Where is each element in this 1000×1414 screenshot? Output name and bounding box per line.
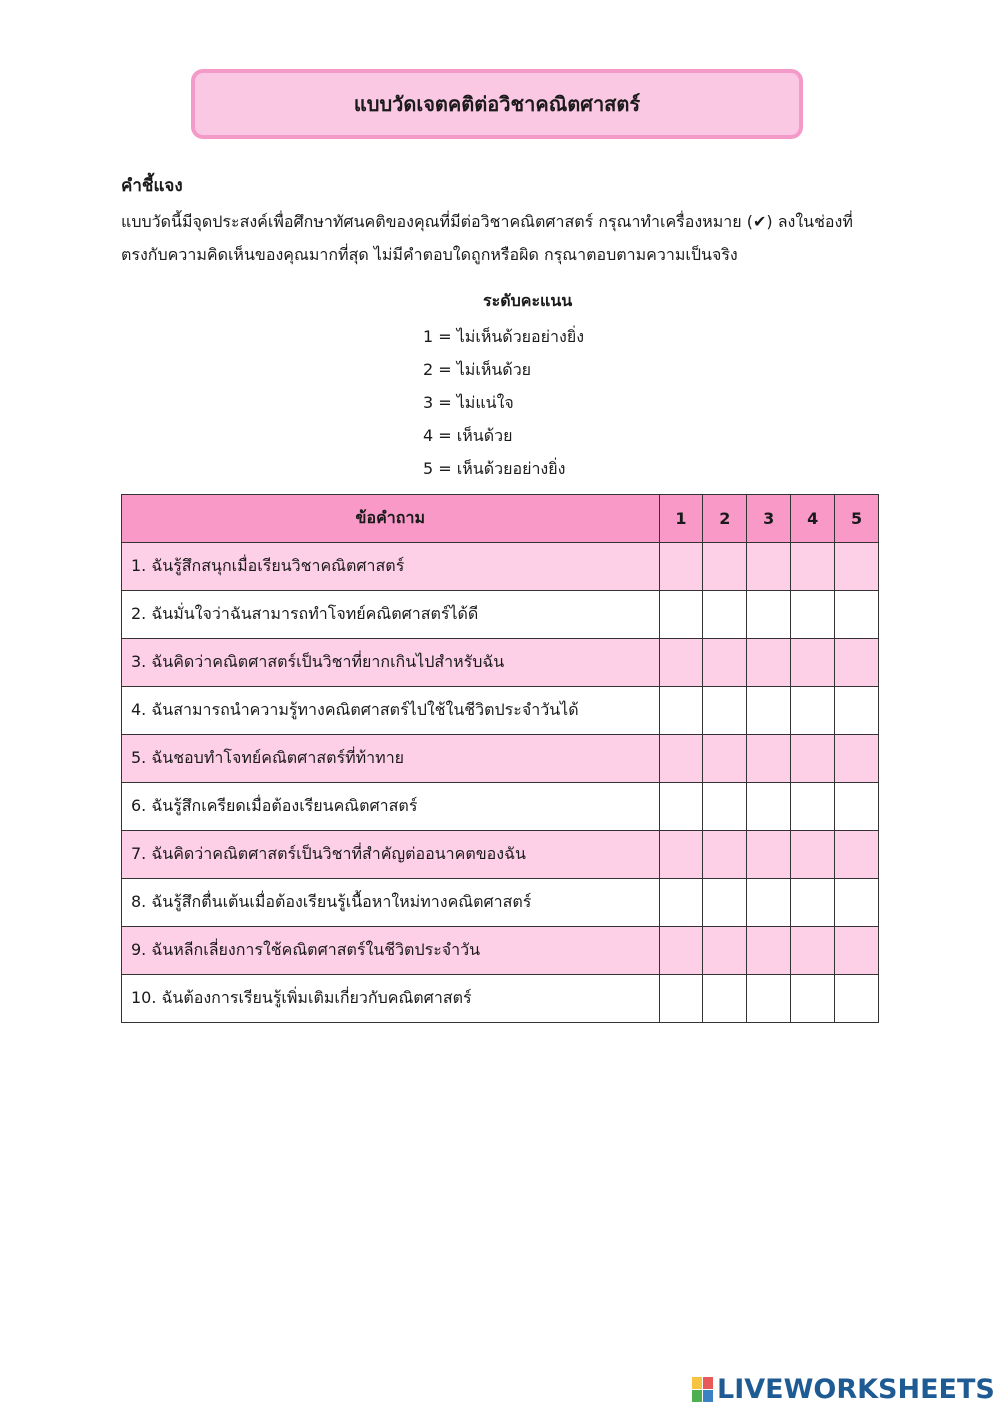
answer-cell-3[interactable]: [747, 975, 791, 1023]
answer-cell-1[interactable]: [659, 879, 703, 927]
scale-heading: ระดับคะแนน: [483, 291, 573, 310]
header-score-1: 1: [659, 495, 703, 543]
header-score-3: 3: [747, 495, 791, 543]
logo-text: LIVEWORKSHEETS: [717, 1374, 995, 1405]
answer-cell-4[interactable]: [791, 879, 835, 927]
answer-cell-1[interactable]: [659, 639, 703, 687]
answer-cell-4[interactable]: [791, 735, 835, 783]
table-row: [122, 975, 879, 1023]
answer-cell-1[interactable]: [659, 783, 703, 831]
answer-cell-2[interactable]: [703, 831, 747, 879]
table-row: [122, 639, 879, 687]
question-text: 6. ฉันรู้สึกเครียดเมื่อต้องเรียนคณิตศาสตร์: [122, 783, 660, 831]
answer-cell-3[interactable]: [747, 687, 791, 735]
answer-cell-4[interactable]: [791, 927, 835, 975]
answer-cell-4[interactable]: [791, 975, 835, 1023]
answer-cell-5[interactable]: [835, 975, 879, 1023]
answer-cell-2[interactable]: [703, 735, 747, 783]
question-text: 8. ฉันรู้สึกตื่นเต้นเมื่อต้องเรียนรู้เนื้อหาใหม่ทางคณิตศาสตร์: [122, 879, 660, 927]
table-row: [122, 927, 879, 975]
scale-item: 5 = เห็นด้วยอย่างยิ่ง: [423, 459, 566, 478]
instructions-text: [121, 205, 891, 271]
page-title: แบบวัดเจตคติต่อวิชาคณิตศาสตร์: [353, 92, 641, 116]
answer-cell-1[interactable]: [659, 831, 703, 879]
table-row: [122, 687, 879, 735]
scale-item: 1 = ไม่เห็นด้วยอย่างยิ่ง: [423, 327, 585, 346]
answer-cell-5[interactable]: [835, 927, 879, 975]
title-box: [191, 69, 803, 139]
instructions-line-2: ตรงกับความคิดเห็นของคุณมากที่สุด ไม่มีคำตอบใดถูกหรือผิด กรุณาตอบตามความเป็นจริง: [121, 245, 738, 264]
answer-cell-5[interactable]: [835, 687, 879, 735]
scale-item: 2 = ไม่เห็นด้วย: [423, 360, 532, 379]
question-text: 7. ฉันคิดว่าคณิตศาสตร์เป็นวิชาที่สำคัญต่ออนาคตของฉัน: [122, 831, 660, 879]
instructions-line-1: แบบวัดนี้มีจุดประสงค์เพื่อศึกษาทัศนคติของคุณที่มีต่อวิชาคณิตศาสตร์ กรุณาทำเครื่องหมาย (✔) ลงในช่องที่: [121, 212, 853, 231]
answer-cell-3[interactable]: [747, 783, 791, 831]
table-header-row: [122, 495, 879, 543]
header-score-2: 2: [703, 495, 747, 543]
answer-cell-5[interactable]: [835, 879, 879, 927]
answer-cell-5[interactable]: [835, 783, 879, 831]
answer-cell-4[interactable]: [791, 543, 835, 591]
answer-cell-2[interactable]: [703, 783, 747, 831]
question-text: 4. ฉันสามารถนำความรู้ทางคณิตศาสตร์ไปใช้ในชีวิตประจำวันได้: [122, 687, 660, 735]
question-text: 2. ฉันมั่นใจว่าฉันสามารถทำโจทย์คณิตศาสตร์ได้ดี: [122, 591, 660, 639]
answer-cell-4[interactable]: [791, 591, 835, 639]
instructions-heading: คำชี้แจง: [121, 176, 183, 196]
answer-cell-4[interactable]: [791, 639, 835, 687]
answer-cell-3[interactable]: [747, 879, 791, 927]
answer-cell-2[interactable]: [703, 975, 747, 1023]
answer-cell-2[interactable]: [703, 927, 747, 975]
answer-cell-2[interactable]: [703, 687, 747, 735]
answer-cell-5[interactable]: [835, 735, 879, 783]
table-row: [122, 591, 879, 639]
question-text: 5. ฉันชอบทำโจทย์คณิตศาสตร์ที่ท้าทาย: [122, 735, 660, 783]
question-text: 3. ฉันคิดว่าคณิตศาสตร์เป็นวิชาที่ยากเกินไปสำหรับฉัน: [122, 639, 660, 687]
header-score-4: 4: [791, 495, 835, 543]
answer-cell-3[interactable]: [747, 543, 791, 591]
answer-cell-3[interactable]: [747, 831, 791, 879]
question-text: 9. ฉันหลีกเลี่ยงการใช้คณิตศาสตร์ในชีวิตประจำวัน: [122, 927, 660, 975]
answer-cell-4[interactable]: [791, 687, 835, 735]
answer-cell-3[interactable]: [747, 927, 791, 975]
answer-cell-5[interactable]: [835, 543, 879, 591]
header-question: ข้อคำถาม: [122, 495, 660, 543]
table-row: [122, 735, 879, 783]
answer-cell-3[interactable]: [747, 735, 791, 783]
attitude-table: [121, 494, 879, 1023]
scale-item: 3 = ไม่แน่ใจ: [423, 393, 514, 412]
answer-cell-5[interactable]: [835, 591, 879, 639]
answer-cell-1[interactable]: [659, 543, 703, 591]
question-text: 1. ฉันรู้สึกสนุกเมื่อเรียนวิชาคณิตศาสตร์: [122, 543, 660, 591]
answer-cell-4[interactable]: [791, 783, 835, 831]
answer-cell-2[interactable]: [703, 639, 747, 687]
answer-cell-5[interactable]: [835, 639, 879, 687]
question-text: 10. ฉันต้องการเรียนรู้เพิ่มเติมเกี่ยวกับคณิตศาสตร์: [122, 975, 660, 1023]
liveworksheets-logo-icon: [692, 1377, 714, 1403]
answer-cell-1[interactable]: [659, 591, 703, 639]
table-row: [122, 879, 879, 927]
answer-cell-5[interactable]: [835, 831, 879, 879]
answer-cell-2[interactable]: [703, 543, 747, 591]
scale-item: 4 = เห็นด้วย: [423, 426, 513, 445]
table-row: [122, 783, 879, 831]
answer-cell-1[interactable]: [659, 687, 703, 735]
header-score-5: 5: [835, 495, 879, 543]
answer-cell-2[interactable]: [703, 879, 747, 927]
answer-cell-4[interactable]: [791, 831, 835, 879]
answer-cell-1[interactable]: [659, 927, 703, 975]
table-row: [122, 831, 879, 879]
table-row: [122, 543, 879, 591]
answer-cell-3[interactable]: [747, 639, 791, 687]
liveworksheets-logo[interactable]: [692, 1374, 995, 1405]
scale-list: [423, 320, 584, 485]
answer-cell-2[interactable]: [703, 591, 747, 639]
answer-cell-1[interactable]: [659, 735, 703, 783]
answer-cell-1[interactable]: [659, 975, 703, 1023]
answer-cell-3[interactable]: [747, 591, 791, 639]
